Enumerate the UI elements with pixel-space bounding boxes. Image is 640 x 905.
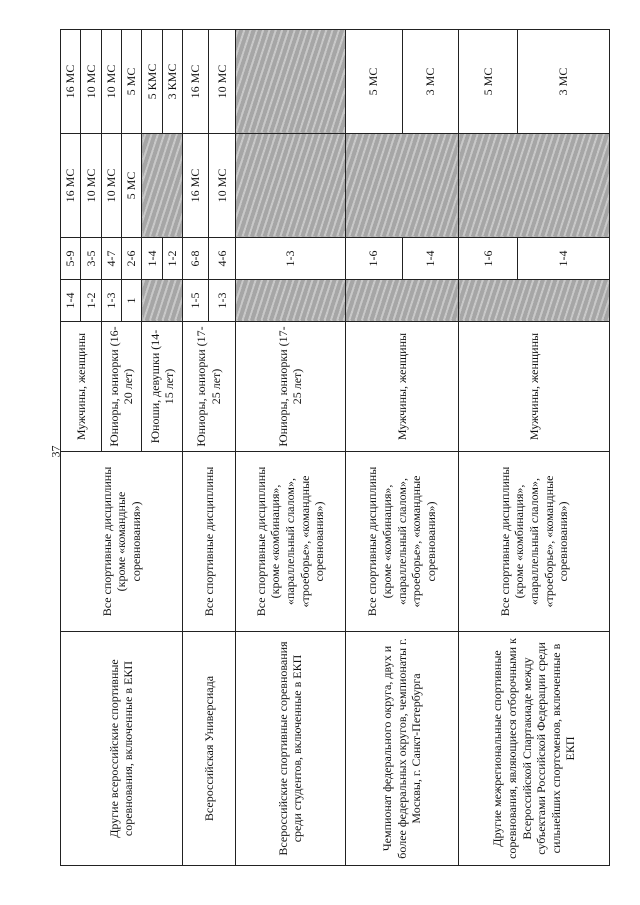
competition-cell: Всероссийская Универсиада	[182, 632, 235, 866]
discipline-cell: Все спортивные дисциплины (кроме «комбинация», «параллельный слалом», «троеборье», «командные соревнования»)	[235, 452, 345, 632]
rank-cell: 3 МС	[402, 30, 459, 134]
discipline-cell: Все спортивные дисциплины (кроме «комбинация», «параллельный слалом», «троеборье», «командные соревнования»)	[345, 452, 459, 632]
group-cell: Юниоры, юниорки (16-20 лет)	[101, 322, 142, 452]
discipline-cell: Все спортивные дисциплины (кроме «командные соревнования»)	[61, 452, 183, 632]
place-cell: 4-7	[101, 238, 121, 280]
place-cell: 2-6	[121, 238, 141, 280]
group-cell: Юниоры, юниорки (17-25 лет)	[235, 322, 345, 452]
group-cell: Юноши, девушки (14-15 лет)	[142, 322, 183, 452]
rank-cell: 16 МС	[61, 134, 81, 238]
group-cell: Мужчины, женщины	[61, 322, 102, 452]
rank-cell: 10 МС	[81, 30, 101, 134]
shaded-cell	[459, 280, 610, 322]
rank-cell: 10 МС	[101, 30, 121, 134]
place-cell: 1-2	[81, 280, 101, 322]
rank-cell: 5 КМС	[142, 30, 162, 134]
competition-cell: Чемпионат федерального округа, двух и более федеральных округов, чемпионаты г. Москвы, г. Санкт-Петербурга	[345, 632, 459, 866]
qualification-table	[60, 29, 610, 866]
place-cell: 3-5	[81, 238, 101, 280]
place-cell: 1-3	[209, 280, 235, 322]
shaded-cell	[345, 280, 459, 322]
discipline-cell: Все спортивные дисциплины (кроме «комбинация», «параллельный слалом», «троеборье», «командные соревнования»)	[459, 452, 610, 632]
shaded-cell	[235, 280, 345, 322]
place-cell: 1-3	[101, 280, 121, 322]
rank-cell: 3 КМС	[162, 30, 182, 134]
rank-cell: 5 МС	[121, 30, 141, 134]
page-number: 37	[48, 445, 63, 458]
rank-cell: 5 МС	[121, 134, 141, 238]
group-cell: Мужчины, женщины	[459, 322, 610, 452]
place-cell: 1-4	[518, 238, 610, 280]
rank-cell: 10 МС	[101, 134, 121, 238]
place-cell: 1-4	[142, 238, 162, 280]
shaded-cell	[142, 134, 183, 238]
rank-cell: 10 МС	[209, 134, 235, 238]
shaded-cell	[459, 134, 610, 238]
shaded-cell	[142, 280, 183, 322]
table-row	[61, 30, 81, 866]
place-cell: 1	[121, 280, 141, 322]
rank-cell: 16 МС	[182, 134, 208, 238]
place-cell: 1-4	[61, 280, 81, 322]
table-row	[235, 30, 345, 866]
rank-cell: 16 МС	[61, 30, 81, 134]
competition-cell: Другие межрегиональные спортивные соревнования, являющиеся отборочными к Всероссийской Спартакиаде между субъектами Российской Федерации среди сильнейших спортсменов, включенные в ЕКП	[459, 632, 610, 866]
rank-cell: 10 МС	[81, 134, 101, 238]
rank-cell: 5 МС	[459, 30, 518, 134]
group-cell: Юниоры, юниорки (17-25 лет)	[182, 322, 235, 452]
rank-cell: 16 МС	[182, 30, 208, 134]
place-cell: 1-3	[235, 238, 345, 280]
shaded-cell	[235, 30, 345, 134]
shaded-cell	[235, 134, 345, 238]
place-cell: 1-5	[182, 280, 208, 322]
place-cell: 1-6	[345, 238, 402, 280]
place-cell: 5-9	[61, 238, 81, 280]
place-cell: 1-2	[162, 238, 182, 280]
competition-cell: Другие всероссийские спортивные соревнования, включенные в ЕКП	[61, 632, 183, 866]
table-row	[459, 30, 518, 866]
place-cell: 6-8	[182, 238, 208, 280]
competition-cell: Всероссийские спортивные соревнования среди студентов, включенные в ЕКП	[235, 632, 345, 866]
table-row	[182, 30, 208, 866]
rank-cell: 5 МС	[345, 30, 402, 134]
rank-cell: 10 МС	[209, 30, 235, 134]
rank-cell: 3 МС	[518, 30, 610, 134]
place-cell: 4-6	[209, 238, 235, 280]
discipline-cell: Все спортивные дисциплины	[182, 452, 235, 632]
table-row	[345, 30, 402, 866]
place-cell: 1-4	[402, 238, 459, 280]
shaded-cell	[345, 134, 459, 238]
place-cell: 1-6	[459, 238, 518, 280]
rotated-table-sheet	[60, 30, 610, 866]
group-cell: Мужчины, женщины	[345, 322, 459, 452]
